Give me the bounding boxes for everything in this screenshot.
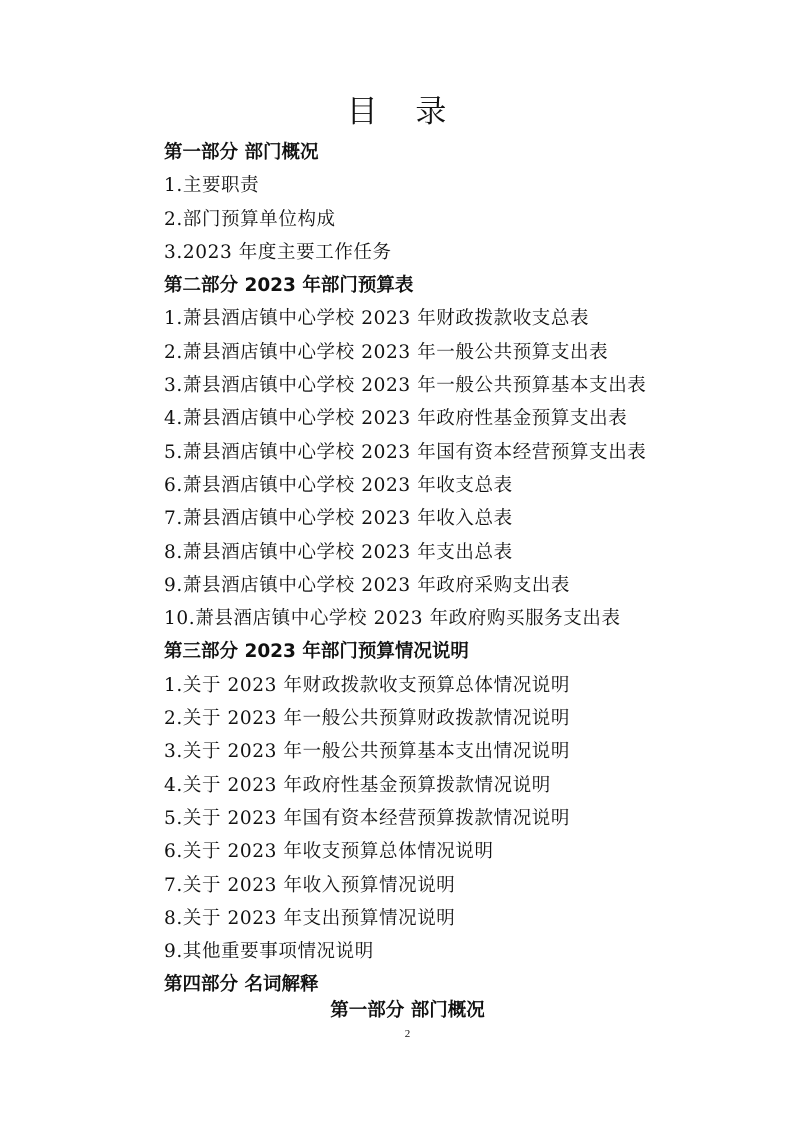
section-heading: 第一部分 部门概况: [164, 142, 319, 163]
toc-entry: 7.萧县酒店镇中心学校 2023 年收入总表: [164, 508, 513, 530]
section-heading: 第三部分 2023 年部门预算情况说明: [164, 641, 469, 663]
toc-entry: 8.萧县酒店镇中心学校 2023 年支出总表: [164, 541, 513, 563]
toc-entry: 2.萧县酒店镇中心学校 2023 年一般公共预算支出表: [164, 341, 609, 363]
toc-entry: 5.萧县酒店镇中心学校 2023 年国有资本经营预算支出表: [164, 441, 647, 463]
toc-entry: 1.萧县酒店镇中心学校 2023 年财政拨款收支总表: [164, 308, 590, 330]
toc-entry: 7.关于 2023 年收入预算情况说明: [164, 874, 456, 896]
toc-entry: 2.关于 2023 年一般公共预算财政拨款情况说明: [164, 708, 570, 730]
toc-entry: 10.萧县酒店镇中心学校 2023 年政府购买服务支出表: [164, 608, 621, 630]
toc-entry: 3.萧县酒店镇中心学校 2023 年一般公共预算基本支出表: [164, 375, 647, 397]
toc-entry: 4.萧县酒店镇中心学校 2023 年政府性基金预算支出表: [164, 408, 628, 430]
page-title: 目 录: [346, 94, 461, 130]
page-number: 2: [404, 1028, 411, 1040]
toc-entry: 1.关于 2023 年财政拨款收支预算总体情况说明: [164, 674, 570, 696]
toc-entry: 6.关于 2023 年收支预算总体情况说明: [164, 841, 494, 863]
toc-entry: 3.2023 年度主要工作任务: [164, 241, 392, 263]
toc-entry: 6.萧县酒店镇中心学校 2023 年收支总表: [164, 474, 513, 496]
toc-entry: 9.其他重要事项情况说明: [164, 941, 374, 963]
toc-entry: 8.关于 2023 年支出预算情况说明: [164, 907, 456, 929]
section-heading: 第二部分 2023 年部门预算表: [164, 275, 414, 297]
section-heading: 第四部分 名词解释: [164, 974, 319, 996]
toc-entry: 2.部门预算单位构成: [164, 208, 336, 230]
toc-entry: 5.关于 2023 年国有资本经营预算拨款情况说明: [164, 807, 570, 829]
toc-entry: 9.萧县酒店镇中心学校 2023 年政府采购支出表: [164, 574, 570, 596]
toc-entry: 3.关于 2023 年一般公共预算基本支出情况说明: [164, 741, 570, 763]
toc-entry: 4.关于 2023 年政府性基金预算拨款情况说明: [164, 774, 551, 796]
part-one-heading: 第一部分 部门概况: [330, 1000, 485, 1021]
table-of-contents: [164, 136, 764, 1002]
toc-entry: 1.主要职责: [164, 175, 260, 197]
